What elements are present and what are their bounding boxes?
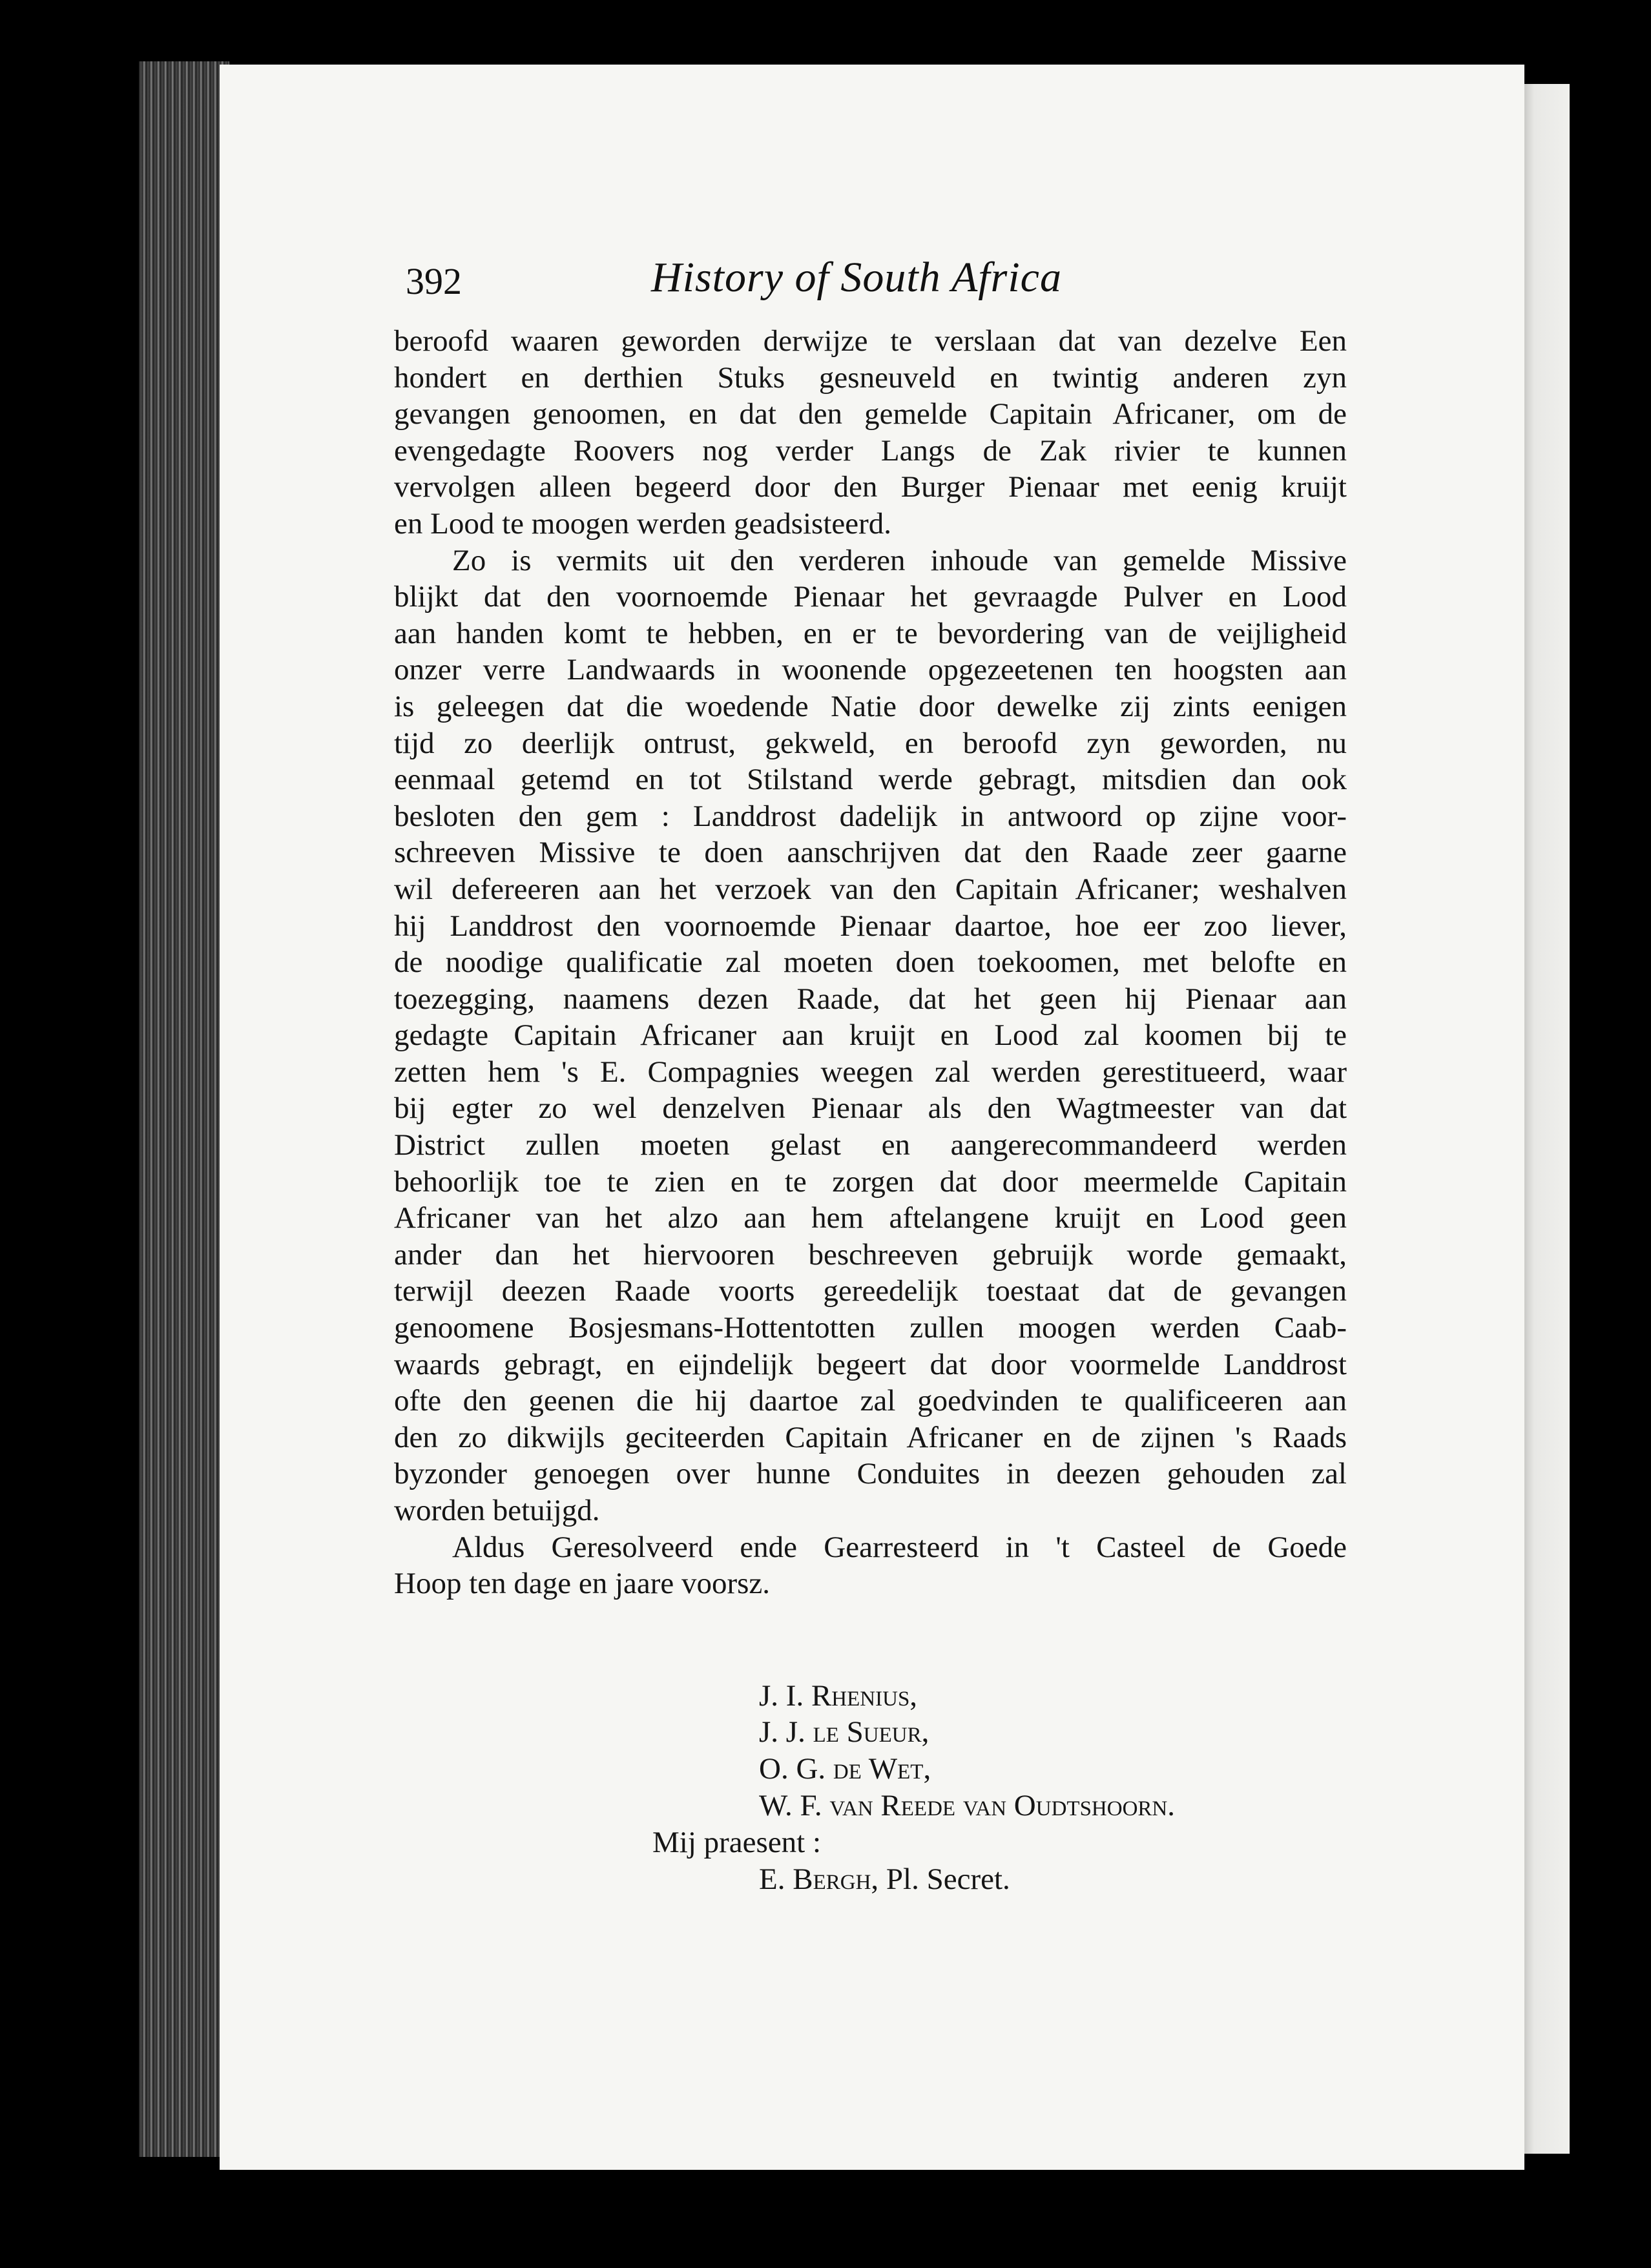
signature-le-sueur xyxy=(759,1714,929,1750)
signature-initials: J. J. xyxy=(759,1715,805,1749)
text-line: terwijl deezen Raade voorts gereedelijk toestaat dat de gevangen xyxy=(394,1274,1347,1308)
text-line: eenmaal getemd en tot Stilstand werde gebragt, mitsdien dan ook xyxy=(394,763,1347,797)
text-line: zetten hem 's E. Compagnies weegen zal werden gerestitueerd, waar xyxy=(394,1055,1347,1089)
text-line: toezegging, naamens dezen Raade, dat het geen hij Pienaar aan xyxy=(394,982,1347,1016)
signature-initials: E. xyxy=(759,1862,785,1896)
text-line: besloten den gem : Landdrost dadelijk in antwoord op zijne voor- xyxy=(394,799,1347,833)
running-title: History of South Africa xyxy=(651,254,1062,301)
text-line: byzonder genoegen over hunne Conduites in deezen gehouden zal xyxy=(394,1457,1347,1491)
text-line: en Lood te moogen werden geadsisteerd. xyxy=(394,506,892,541)
text-line: is geleegen dat die woedende Natie door dewelke zij zints eenigen xyxy=(394,689,1347,723)
running-head xyxy=(406,253,1103,324)
text-line: den zo dikwijls geciteerden Capitain Africaner en de zijnen 's Raads xyxy=(394,1420,1347,1454)
signature-van-reede xyxy=(759,1788,1175,1824)
secretary-title: Pl. Secret. xyxy=(886,1862,1010,1896)
signature-initials: W. F. xyxy=(759,1789,822,1822)
text-line: tijd zo deerlijk ontrust, gekweld, en beroofd zyn geworden, nu xyxy=(394,726,1347,760)
page-number: 392 xyxy=(406,260,462,302)
text-line: gedagte Capitain Africaner aan kruijt en Lood zal koomen bij te xyxy=(394,1018,1347,1053)
text-line: Aldus Geresolveerd ende Gearresteerd in 't Casteel de Goede xyxy=(452,1530,1347,1564)
text-line: Africaner van het alzo aan hem aftelangene kruijt en Lood geen xyxy=(394,1201,1347,1235)
text-line: District zullen moeten gelast en aangerecommandeerd werden xyxy=(394,1128,1347,1162)
text-line: ofte den geenen die hij daartoe zal goedvinden te qualificeeren aan xyxy=(394,1384,1347,1418)
text-line: schreeven Missive te doen aanschrijven dat den Raade zeer gaarne xyxy=(394,836,1347,870)
text-line: ander dan het hiervooren beschreeven gebruijk worde gemaakt, xyxy=(394,1237,1347,1272)
signature-initials: O. G. xyxy=(759,1752,826,1786)
text-line: behoorlijk toe te zien en te zorgen dat door meermelde Capitain xyxy=(394,1164,1347,1199)
text-line: gevangen genoomen, en dat den gemelde Capitain Africaner, om de xyxy=(394,397,1347,431)
paragraph-continuation xyxy=(394,323,1347,542)
text-line: hij Landdrost den voornoemde Pienaar daartoe, hoe eer zoo liever, xyxy=(394,909,1347,943)
text-line: onzer verre Landwaards in woonende opgezeetenen ten hoogsten aan xyxy=(394,653,1347,687)
signature-initials: J. I. xyxy=(759,1679,804,1713)
signature-surname: Bergh, xyxy=(793,1862,879,1896)
text-line: Zo is vermits uit den verderen inhoude van gemelde Missive xyxy=(452,543,1347,577)
signature-bergh xyxy=(759,1861,1010,1897)
signature-surname: de Wet, xyxy=(833,1752,931,1786)
text-line: blijkt dat den voornoemde Pienaar het gevraagde Pulver en Lood xyxy=(394,580,1347,614)
text-line: bij egter zo wel denzelven Pienaar als den Wagtmeester van dat xyxy=(394,1091,1347,1126)
text-line: genoomene Bosjesmans-Hottentotten zullen moogen werden Caab- xyxy=(394,1311,1347,1345)
body-text xyxy=(394,323,1347,1896)
text-line: vervolgen alleen begeerd door den Burger Pienaar met eenig kruijt xyxy=(394,470,1347,504)
signature-surname: van Reede van Oudtshoorn. xyxy=(829,1789,1176,1822)
text-line: evengedagte Roovers nog verder Langs de Zak rivier te kunnen xyxy=(394,433,1347,468)
signature-de-wet xyxy=(759,1751,931,1787)
text-line: hondert en derthien Stuks gesneuveld en twintig anderen zyn xyxy=(394,360,1347,395)
text-line: beroofd waaren geworden derwijze te verslaan dat van dezelve Een xyxy=(394,324,1347,358)
present-label xyxy=(652,1824,821,1861)
scan-margin-right xyxy=(1570,0,1651,2268)
present-label-text: Mij praesent : xyxy=(652,1826,822,1859)
text-line: aan handen komt te hebben, en er te bevordering van de veijligheid xyxy=(394,616,1347,650)
signature-surname: le Sueur, xyxy=(813,1715,929,1749)
text-line: Hoop ten dage en jaare voorsz. xyxy=(394,1567,771,1601)
paragraph-conclusion xyxy=(394,1529,1347,1602)
text-line: worden betuijgd. xyxy=(394,1494,600,1527)
text-line: de noodige qualificatie zal moeten doen toekoomen, met belofte en xyxy=(394,945,1347,980)
paragraph-resolution xyxy=(394,542,1347,1529)
text-line: wil defereeren aan het verzoek van den Capitain Africaner; weshalven xyxy=(394,872,1347,906)
book-page-edges xyxy=(139,61,229,2157)
signature-rhenius xyxy=(759,1678,917,1714)
signature-surname: Rhenius, xyxy=(811,1679,918,1713)
text-line: waards gebragt, en eijndelijk begeert dat door voormelde Landdrost xyxy=(394,1347,1347,1381)
